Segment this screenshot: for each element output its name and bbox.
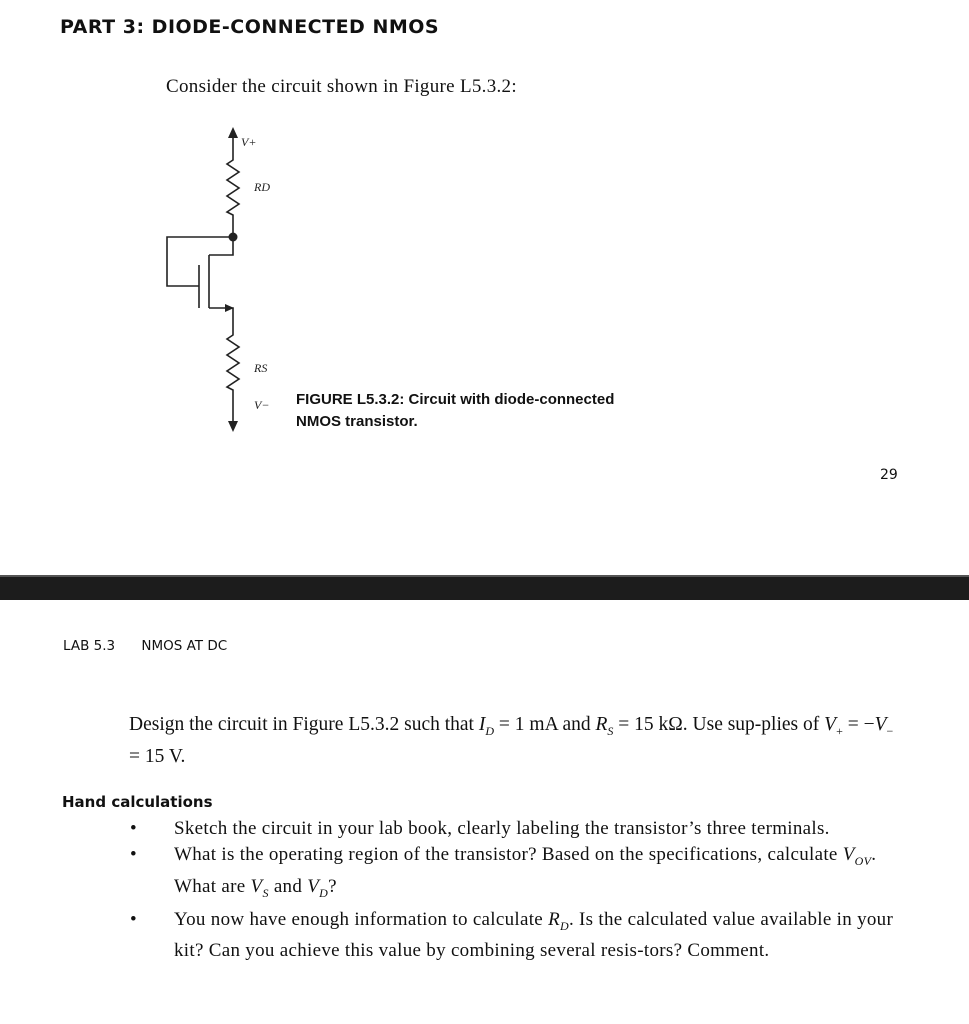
label-vplus: V+ (241, 135, 257, 149)
drain-wire (209, 237, 233, 255)
task-list (130, 816, 900, 964)
label-vminus: V− (254, 398, 270, 412)
vplus-wire (227, 136, 239, 237)
caption-line1: FIGURE L5.3.2: Circuit with diode-connected (296, 391, 615, 408)
part-title: PART 3: DIODE-CONNECTED NMOS (60, 16, 440, 38)
list-item: • You now have enough information to calculate $R_D$. Is the calculated value available in your kit? Can you achieve this value by combining several resis-tors? Comment. (130, 907, 900, 964)
vplus-arrow (228, 127, 238, 138)
label-rs: RS (254, 361, 268, 375)
page-number: 29 (880, 467, 898, 483)
label-rd: RD (254, 180, 270, 194)
hand-calculations-heading: Hand calculations (62, 793, 213, 811)
list-item: • Sketch the circuit in your lab book, clearly labeling the transistor’s three terminals. (130, 816, 900, 841)
design-paragraph: Design the circuit in Figure L5.3.2 such that $I_D = 1$ mA and $R_S = 15$ kΩ. Use sup-plies of $V_+ = -V_- = 15$ V. (129, 714, 894, 767)
caption-line2: NMOS transistor. (296, 413, 418, 430)
running-header (63, 638, 249, 654)
gate-loop-wire (167, 237, 233, 286)
page-divider (0, 575, 969, 600)
vminus-arrow (228, 421, 238, 432)
intro-text: Consider the circuit shown in Figure L5.3.2: (166, 76, 517, 97)
figure-caption (296, 389, 614, 433)
lab-number: LAB 5.3 (63, 638, 116, 654)
source-wire (209, 308, 239, 424)
list-item: • What is the operating region of the transistor? Based on the specifications, calculate $V_{OV}$. What are $V_S$ and $V_D$? (130, 842, 900, 906)
drain-node (229, 233, 238, 242)
lab-title: NMOS AT DC (141, 638, 228, 654)
